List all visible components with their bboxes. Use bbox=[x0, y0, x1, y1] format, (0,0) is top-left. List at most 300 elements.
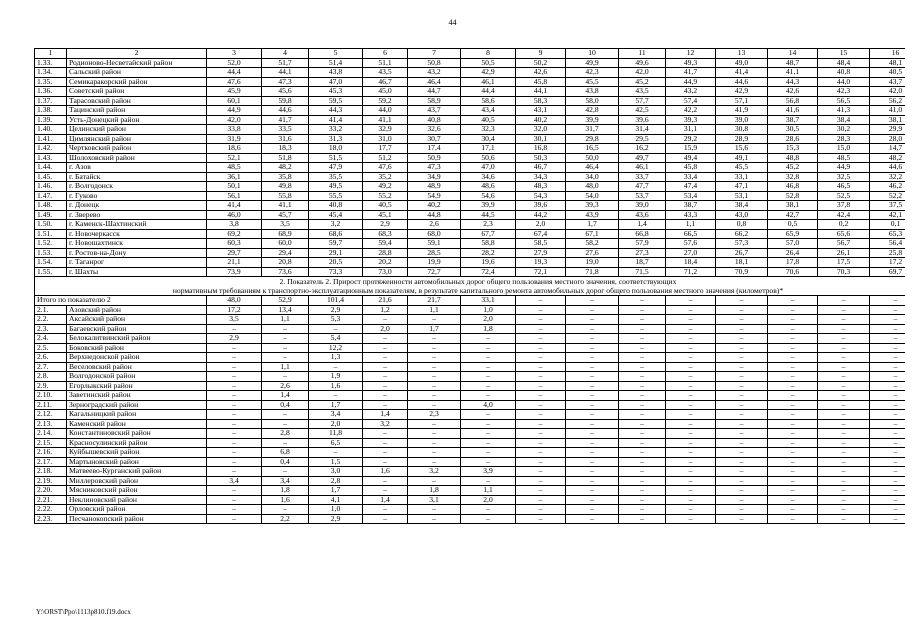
value-cell: 54,9 bbox=[408, 191, 461, 201]
value-cell: – bbox=[262, 505, 309, 515]
value-cell: 39,9 bbox=[566, 115, 619, 125]
value-cell: – bbox=[870, 419, 905, 429]
value-cell: 68,9 bbox=[262, 229, 309, 239]
table-row bbox=[35, 419, 905, 429]
value-cell: 48,2 bbox=[870, 153, 905, 163]
value-cell: 69,7 bbox=[870, 267, 905, 277]
value-cell: 52,2 bbox=[870, 191, 905, 201]
value-cell: – bbox=[461, 334, 516, 344]
table-row bbox=[35, 353, 905, 363]
value-cell: 56,1 bbox=[207, 191, 262, 201]
value-cell: – bbox=[262, 372, 309, 382]
value-cell: 59,1 bbox=[408, 239, 461, 249]
row-number: 1.45. bbox=[35, 172, 67, 182]
value-cell: 30,5 bbox=[768, 125, 818, 135]
value-cell: 21,7 bbox=[408, 296, 461, 306]
value-cell: 0,2 bbox=[818, 220, 870, 230]
value-cell: – bbox=[818, 467, 870, 477]
value-cell: 68,6 bbox=[309, 229, 363, 239]
value-cell: 50,1 bbox=[207, 182, 262, 192]
value-cell: – bbox=[619, 410, 666, 420]
value-cell: – bbox=[768, 448, 818, 458]
value-cell: – bbox=[363, 505, 408, 515]
value-cell: 66,8 bbox=[619, 229, 666, 239]
value-cell: 45,5 bbox=[716, 163, 768, 173]
section2-caption bbox=[35, 277, 905, 296]
value-cell: – bbox=[566, 391, 619, 401]
value-cell: 41,4 bbox=[309, 115, 363, 125]
value-cell: 57,9 bbox=[619, 239, 666, 249]
column-number-header: 15 bbox=[818, 49, 870, 59]
district-name: Веселовский район bbox=[67, 362, 207, 372]
value-cell: – bbox=[619, 324, 666, 334]
table-row bbox=[35, 362, 905, 372]
value-cell: 50,3 bbox=[516, 153, 566, 163]
table-row bbox=[35, 315, 905, 325]
table-row bbox=[35, 429, 905, 439]
district-name: Чертковский район bbox=[67, 144, 207, 154]
value-cell: 69,2 bbox=[207, 229, 262, 239]
value-cell: 48,0 bbox=[207, 296, 262, 306]
value-cell: 5,3 bbox=[309, 315, 363, 325]
value-cell: – bbox=[870, 343, 905, 353]
value-cell: 3,2 bbox=[408, 467, 461, 477]
table-row bbox=[35, 495, 905, 505]
row-number: 2.13. bbox=[35, 419, 67, 429]
value-cell: 46,2 bbox=[870, 182, 905, 192]
value-cell: 45,9 bbox=[207, 87, 262, 97]
value-cell: 1,5 bbox=[309, 457, 363, 467]
value-cell: 73,9 bbox=[207, 267, 262, 277]
value-cell: 47,1 bbox=[716, 182, 768, 192]
value-cell: – bbox=[716, 391, 768, 401]
value-cell: – bbox=[461, 438, 516, 448]
table-row bbox=[35, 68, 905, 78]
value-cell: 52,0 bbox=[207, 58, 262, 68]
value-cell: – bbox=[619, 343, 666, 353]
value-cell: 51,7 bbox=[262, 58, 309, 68]
value-cell: – bbox=[666, 400, 716, 410]
value-cell: 45,2 bbox=[768, 163, 818, 173]
value-cell: 58,8 bbox=[461, 239, 516, 249]
value-cell: 14,7 bbox=[870, 144, 905, 154]
value-cell: – bbox=[207, 324, 262, 334]
value-cell: – bbox=[566, 372, 619, 382]
value-cell: 47,6 bbox=[363, 163, 408, 173]
value-cell: – bbox=[818, 438, 870, 448]
value-cell: – bbox=[461, 429, 516, 439]
value-cell: – bbox=[666, 486, 716, 496]
district-name: Константиновский район bbox=[67, 429, 207, 439]
value-cell: 33,7 bbox=[619, 172, 666, 182]
district-name: Каменский район bbox=[67, 419, 207, 429]
value-cell: – bbox=[207, 505, 262, 515]
value-cell: 41,1 bbox=[363, 115, 408, 125]
value-cell: – bbox=[768, 438, 818, 448]
value-cell: 40,8 bbox=[408, 115, 461, 125]
value-cell: – bbox=[666, 381, 716, 391]
value-cell: 20,8 bbox=[262, 258, 309, 268]
value-cell: – bbox=[666, 457, 716, 467]
value-cell: 44,4 bbox=[461, 87, 516, 97]
value-cell: 45,8 bbox=[666, 163, 716, 173]
value-cell: – bbox=[207, 514, 262, 524]
value-cell: – bbox=[768, 495, 818, 505]
value-cell: 19,3 bbox=[516, 258, 566, 268]
data-table bbox=[34, 48, 905, 524]
value-cell: 49,2 bbox=[363, 182, 408, 192]
value-cell: – bbox=[363, 514, 408, 524]
district-name: Матвеево-Курганский район bbox=[67, 467, 207, 477]
value-cell: – bbox=[716, 381, 768, 391]
value-cell: – bbox=[666, 296, 716, 306]
value-cell: – bbox=[619, 467, 666, 477]
district-name: Усть-Донецкий район bbox=[67, 115, 207, 125]
row-number: 2.17. bbox=[35, 457, 67, 467]
value-cell: 60,1 bbox=[207, 96, 262, 106]
value-cell: 16,8 bbox=[516, 144, 566, 154]
value-cell: 21,6 bbox=[363, 296, 408, 306]
value-cell: 43,2 bbox=[666, 87, 716, 97]
value-cell: 28,9 bbox=[716, 134, 768, 144]
value-cell: – bbox=[207, 429, 262, 439]
value-cell: – bbox=[461, 410, 516, 420]
value-cell: 39,6 bbox=[619, 115, 666, 125]
value-cell: 43,8 bbox=[309, 68, 363, 78]
value-cell: 41,3 bbox=[818, 106, 870, 116]
value-cell: – bbox=[566, 514, 619, 524]
value-cell: 48,2 bbox=[262, 163, 309, 173]
value-cell: 70,6 bbox=[768, 267, 818, 277]
value-cell: 26,1 bbox=[818, 248, 870, 258]
value-cell: 57,6 bbox=[666, 239, 716, 249]
value-cell: – bbox=[408, 362, 461, 372]
value-cell: – bbox=[207, 400, 262, 410]
table-row bbox=[35, 77, 905, 87]
value-cell: 51,5 bbox=[309, 153, 363, 163]
value-cell: – bbox=[768, 400, 818, 410]
value-cell: – bbox=[818, 429, 870, 439]
district-name: Родионово-Несветайский район bbox=[67, 58, 207, 68]
value-cell: 32,3 bbox=[461, 125, 516, 135]
value-cell: 50,2 bbox=[516, 58, 566, 68]
value-cell: 18,3 bbox=[262, 144, 309, 154]
value-cell: – bbox=[818, 391, 870, 401]
value-cell: 2,0 bbox=[461, 315, 516, 325]
value-cell: 12,2 bbox=[309, 343, 363, 353]
value-cell: 18,0 bbox=[309, 144, 363, 154]
value-cell: 42,0 bbox=[870, 87, 905, 97]
table-row bbox=[35, 258, 905, 268]
value-cell: 42,8 bbox=[566, 106, 619, 116]
value-cell: 55,8 bbox=[262, 191, 309, 201]
value-cell: 40,2 bbox=[516, 115, 566, 125]
table-row bbox=[35, 305, 905, 315]
value-cell: 15,6 bbox=[716, 144, 768, 154]
value-cell: 71,2 bbox=[666, 267, 716, 277]
value-cell: 58,2 bbox=[566, 239, 619, 249]
value-cell: – bbox=[207, 353, 262, 363]
value-cell: 43,9 bbox=[566, 210, 619, 220]
value-cell: – bbox=[516, 353, 566, 363]
value-cell: 4,0 bbox=[461, 400, 516, 410]
value-cell: 44,5 bbox=[461, 210, 516, 220]
row-number: 1.54. bbox=[35, 258, 67, 268]
value-cell: 46,4 bbox=[408, 77, 461, 87]
column-number-header: 4 bbox=[262, 49, 309, 59]
value-cell: 55,5 bbox=[309, 191, 363, 201]
value-cell: 44,1 bbox=[262, 68, 309, 78]
value-cell: 71,5 bbox=[619, 267, 666, 277]
row-number: 2.9. bbox=[35, 381, 67, 391]
value-cell: – bbox=[408, 353, 461, 363]
table-row bbox=[35, 153, 905, 163]
value-cell: – bbox=[870, 495, 905, 505]
value-cell: – bbox=[716, 315, 768, 325]
section2-caption-row bbox=[35, 277, 905, 296]
value-cell: – bbox=[461, 514, 516, 524]
value-cell: – bbox=[818, 457, 870, 467]
row-number: 1.37. bbox=[35, 96, 67, 106]
row-number: 1.39. bbox=[35, 115, 67, 125]
row-number: 1.49. bbox=[35, 210, 67, 220]
row-number: 1.53. bbox=[35, 248, 67, 258]
value-cell: 30,1 bbox=[516, 134, 566, 144]
value-cell: 3,5 bbox=[207, 315, 262, 325]
row-number: 2.11. bbox=[35, 400, 67, 410]
value-cell: – bbox=[870, 438, 905, 448]
value-cell: 39,6 bbox=[516, 201, 566, 211]
value-cell: 19,6 bbox=[461, 258, 516, 268]
value-cell: 45,3 bbox=[309, 87, 363, 97]
row-number: 1.38. bbox=[35, 106, 67, 116]
value-cell: – bbox=[207, 343, 262, 353]
value-cell: 3,8 bbox=[207, 220, 262, 230]
value-cell: – bbox=[566, 353, 619, 363]
district-name: Шолоховский район bbox=[67, 153, 207, 163]
value-cell: – bbox=[363, 486, 408, 496]
value-cell: – bbox=[516, 495, 566, 505]
row-number: 2.3. bbox=[35, 324, 67, 334]
value-cell: 58,5 bbox=[516, 239, 566, 249]
value-cell: – bbox=[461, 476, 516, 486]
value-cell: 43,4 bbox=[461, 106, 516, 116]
value-cell: 51,2 bbox=[363, 153, 408, 163]
value-cell: – bbox=[207, 438, 262, 448]
value-cell: – bbox=[818, 448, 870, 458]
value-cell: 38,4 bbox=[716, 201, 768, 211]
value-cell: 41,7 bbox=[262, 115, 309, 125]
district-name: Мартыновский район bbox=[67, 457, 207, 467]
value-cell: 58,3 bbox=[516, 96, 566, 106]
value-cell: 41,4 bbox=[716, 68, 768, 78]
value-cell: 58,6 bbox=[461, 96, 516, 106]
value-cell: – bbox=[461, 381, 516, 391]
row-number: 1.41. bbox=[35, 134, 67, 144]
district-name: Зерноградский район bbox=[67, 400, 207, 410]
value-cell: 65,9 bbox=[768, 229, 818, 239]
value-cell: 42,2 bbox=[666, 106, 716, 116]
value-cell: – bbox=[566, 296, 619, 306]
value-cell: 65,6 bbox=[818, 229, 870, 239]
value-cell: – bbox=[207, 448, 262, 458]
value-cell: – bbox=[363, 429, 408, 439]
table-row bbox=[35, 514, 905, 524]
value-cell: – bbox=[619, 372, 666, 382]
value-cell: – bbox=[870, 448, 905, 458]
district-name: г. Зверево bbox=[67, 210, 207, 220]
row-number: 2.19. bbox=[35, 476, 67, 486]
caption-line-2: нормативным требованиям к транспортно-эксплуатационным показателям, в результате капитального ремонта автомобильных дорог общего пользования местного значения (километров)* bbox=[172, 286, 784, 295]
value-cell: 18,1 bbox=[716, 258, 768, 268]
value-cell: – bbox=[262, 419, 309, 429]
value-cell: – bbox=[818, 505, 870, 515]
value-cell: – bbox=[566, 305, 619, 315]
value-cell: 1,3 bbox=[309, 353, 363, 363]
district-name: г. Новочеркасск bbox=[67, 229, 207, 239]
district-name: Аксайский район bbox=[67, 315, 207, 325]
value-cell: 31,1 bbox=[666, 125, 716, 135]
value-cell: 0,1 bbox=[870, 220, 905, 230]
value-cell: – bbox=[870, 457, 905, 467]
value-cell: 41,1 bbox=[262, 201, 309, 211]
value-cell: 44,0 bbox=[363, 106, 408, 116]
value-cell: – bbox=[516, 476, 566, 486]
value-cell: 17,4 bbox=[408, 144, 461, 154]
value-cell: – bbox=[870, 334, 905, 344]
value-cell: 38,7 bbox=[666, 201, 716, 211]
value-cell: 3,0 bbox=[309, 467, 363, 477]
value-cell: – bbox=[408, 429, 461, 439]
table-row bbox=[35, 115, 905, 125]
value-cell: – bbox=[516, 486, 566, 496]
value-cell: 52,9 bbox=[262, 296, 309, 306]
value-cell: – bbox=[716, 305, 768, 315]
value-cell: 45,5 bbox=[566, 77, 619, 87]
value-cell: 18,7 bbox=[619, 258, 666, 268]
value-cell: – bbox=[516, 410, 566, 420]
value-cell: 50,8 bbox=[408, 58, 461, 68]
value-cell: 6,8 bbox=[262, 448, 309, 458]
value-cell: 29,1 bbox=[309, 248, 363, 258]
value-cell: 49,9 bbox=[566, 58, 619, 68]
value-cell: 2,2 bbox=[262, 514, 309, 524]
row-number: 2.8. bbox=[35, 372, 67, 382]
value-cell: 43,3 bbox=[666, 210, 716, 220]
value-cell: 17,8 bbox=[768, 258, 818, 268]
value-cell: 18,4 bbox=[666, 258, 716, 268]
row-number: 1.34. bbox=[35, 68, 67, 78]
value-cell: – bbox=[666, 372, 716, 382]
row-number: 2.15. bbox=[35, 438, 67, 448]
value-cell: – bbox=[566, 419, 619, 429]
value-cell: – bbox=[262, 438, 309, 448]
row-number: 2.6. bbox=[35, 353, 67, 363]
value-cell: – bbox=[818, 476, 870, 486]
value-cell: – bbox=[619, 476, 666, 486]
value-cell: – bbox=[768, 410, 818, 420]
value-cell: – bbox=[619, 315, 666, 325]
value-cell: – bbox=[666, 343, 716, 353]
district-name: г. Новошахтинск bbox=[67, 239, 207, 249]
district-name: г. Азов bbox=[67, 163, 207, 173]
value-cell: – bbox=[207, 495, 262, 505]
value-cell: 42,4 bbox=[818, 210, 870, 220]
value-cell: – bbox=[870, 410, 905, 420]
column-number-header: 9 bbox=[516, 49, 566, 59]
value-cell: – bbox=[666, 334, 716, 344]
value-cell: 5,4 bbox=[309, 334, 363, 344]
value-cell: 29,7 bbox=[207, 248, 262, 258]
value-cell: 57,3 bbox=[716, 239, 768, 249]
value-cell: 49,5 bbox=[309, 182, 363, 192]
value-cell: – bbox=[768, 372, 818, 382]
value-cell: – bbox=[516, 400, 566, 410]
value-cell: – bbox=[619, 305, 666, 315]
value-cell: 0,4 bbox=[262, 457, 309, 467]
table-row bbox=[35, 334, 905, 344]
value-cell: 1,8 bbox=[461, 324, 516, 334]
value-cell: 72,1 bbox=[516, 267, 566, 277]
value-cell: 47,9 bbox=[309, 163, 363, 173]
value-cell: 45,7 bbox=[262, 210, 309, 220]
value-cell: 59,2 bbox=[363, 96, 408, 106]
column-number-header: 13 bbox=[716, 49, 768, 59]
value-cell: 3,2 bbox=[363, 419, 408, 429]
value-cell: 3,4 bbox=[262, 476, 309, 486]
value-cell: 60,3 bbox=[207, 239, 262, 249]
value-cell: 50,5 bbox=[461, 58, 516, 68]
value-cell: 32,8 bbox=[768, 172, 818, 182]
district-name: Тарасовский район bbox=[67, 96, 207, 106]
value-cell: 40,2 bbox=[408, 201, 461, 211]
value-cell: 48,5 bbox=[207, 163, 262, 173]
value-cell: – bbox=[619, 391, 666, 401]
value-cell: – bbox=[768, 334, 818, 344]
value-cell: 48,8 bbox=[768, 153, 818, 163]
value-cell: 25,8 bbox=[870, 248, 905, 258]
district-name: Тацинский район bbox=[67, 106, 207, 116]
value-cell: 35,5 bbox=[309, 172, 363, 182]
value-cell: 1,1 bbox=[666, 220, 716, 230]
row-number: 1.44. bbox=[35, 163, 67, 173]
table-row bbox=[35, 96, 905, 106]
value-cell: – bbox=[666, 448, 716, 458]
value-cell: – bbox=[516, 467, 566, 477]
value-cell: 33,4 bbox=[666, 172, 716, 182]
table-row bbox=[35, 410, 905, 420]
district-name: Цимлянский район bbox=[67, 134, 207, 144]
row-number: 2.20. bbox=[35, 486, 67, 496]
value-cell: 44,9 bbox=[666, 77, 716, 87]
value-cell: 28,3 bbox=[818, 134, 870, 144]
value-cell: – bbox=[619, 362, 666, 372]
value-cell: – bbox=[716, 372, 768, 382]
value-cell: – bbox=[870, 305, 905, 315]
value-cell: – bbox=[461, 362, 516, 372]
value-cell: 38,7 bbox=[768, 115, 818, 125]
table-row bbox=[35, 220, 905, 230]
value-cell: 13,4 bbox=[262, 305, 309, 315]
value-cell: – bbox=[818, 353, 870, 363]
value-cell: – bbox=[716, 514, 768, 524]
district-name: Волгодонской район bbox=[67, 372, 207, 382]
value-cell: 1,1 bbox=[408, 305, 461, 315]
value-cell: 1,0 bbox=[461, 305, 516, 315]
value-cell: – bbox=[818, 486, 870, 496]
value-cell: – bbox=[716, 353, 768, 363]
value-cell: – bbox=[818, 343, 870, 353]
